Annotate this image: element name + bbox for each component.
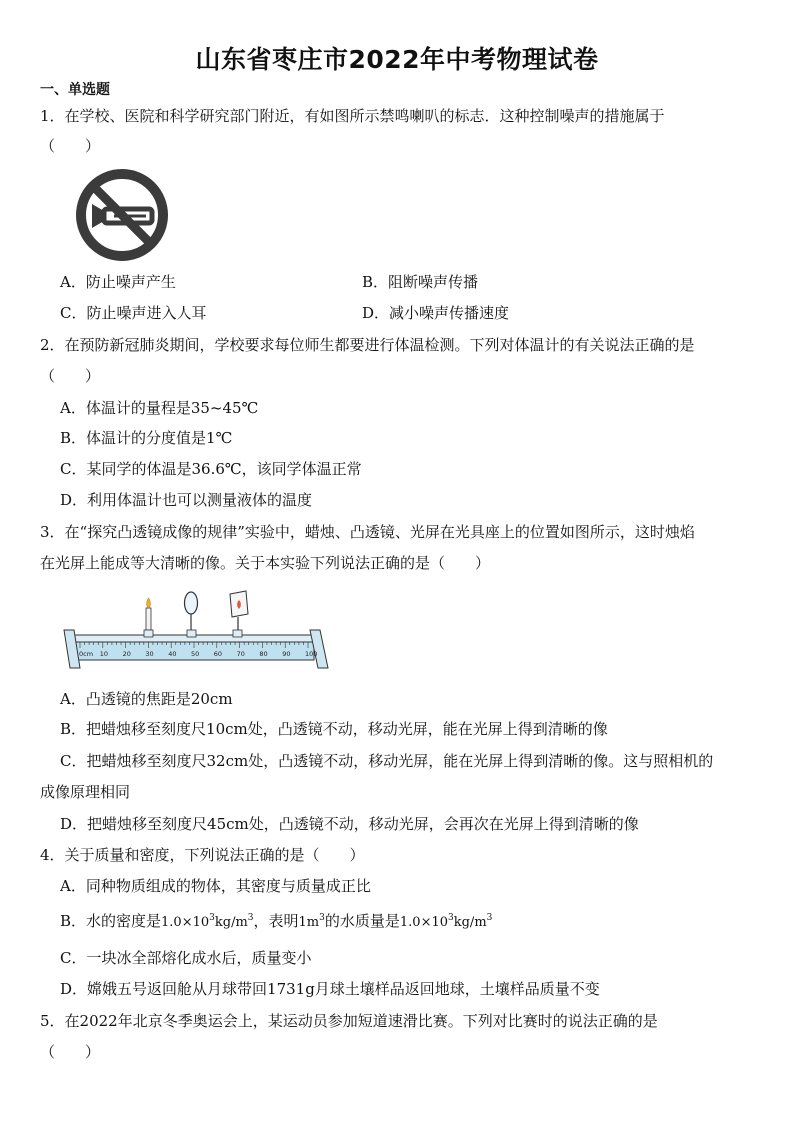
q1-option-a: A．防止噪声产生	[60, 273, 176, 291]
no-horn-sign-icon	[74, 167, 170, 263]
q3-option-c-line1: C．把蜡烛移至刻度尺32cm处，凸透镜不动，移动光屏，能在光屏上得到清晰的像。这与照相机的	[60, 752, 714, 770]
ruler-label: 30	[145, 650, 154, 658]
q2-stem: 2．在预防新冠肺炎期间，学校要求每位师生都要进行体温检测。下列对体温计的有关说法正确的是	[40, 336, 695, 354]
q2-option-b: B．体温计的分度值是1℃	[60, 429, 233, 447]
q1-paren: （ ）	[40, 137, 101, 155]
ruler-label: 90	[282, 650, 291, 658]
q1-option-b: B．阻断噪声传播	[362, 273, 479, 291]
ruler-label: 0cm	[79, 650, 94, 658]
q4-option-a: A．同种物质组成的物体，其密度与质量成正比	[60, 877, 371, 895]
q3-option-c-line2: 成像原理相同	[40, 783, 131, 801]
q3-option-b: B．把蜡烛移至刻度尺10cm处，凸透镜不动，移动光屏，能在光屏上得到清晰的像	[60, 720, 608, 738]
q5-paren: （ ）	[40, 1043, 101, 1061]
q4-option-b: B．水的密度是$1.0\times 10^3kg/m^3$，表明$1m^3$的水质量是$1.0\times 10^3kg/m^3$	[60, 912, 493, 930]
q2-option-a: A．体温计的量程是35~45℃	[60, 399, 259, 417]
q4-option-d: D．嫦娥五号返回舱从月球带回1731g月球土壤样品返回地球，土壤样品质量不变	[60, 980, 600, 998]
q4-option-c: C．一块冰全部熔化成水后，质量变小	[60, 949, 312, 967]
q1-option-c: C．防止噪声进入人耳	[60, 304, 207, 322]
section-heading: 一、单选题	[40, 82, 110, 98]
q1-stem: 1．在学校、医院和科学研究部门附近，有如图所示禁鸣喇叭的标志．这种控制噪声的措施属于	[40, 107, 665, 125]
q3-stem-line2: 在光屏上能成等大清晰的像。关于本实验下列说法正确的是（ ）	[40, 554, 491, 572]
ruler-label: 70	[236, 650, 245, 658]
page-title: 山东省枣庄市2022年中考物理试卷	[195, 45, 599, 74]
ruler-label: 10	[99, 650, 109, 658]
q4-stem: 4．关于质量和密度，下列说法正确的是（ ）	[40, 846, 365, 864]
ruler-label: 50	[191, 650, 200, 658]
q3-stem-line1: 3．在“探究凸透镜成像的规律”实验中，蜡烛、凸透镜、光屏在光具座上的位置如图所示，这时烛焰	[40, 523, 695, 541]
q2-option-d: D．利用体温计也可以测量液体的温度	[60, 491, 313, 509]
q5-stem: 5．在2022年北京冬季奥运会上，某运动员参加短道速滑比赛。下列对比赛时的说法正确的是	[40, 1012, 658, 1030]
ruler-label: 100	[305, 650, 318, 658]
optical-bench-figure	[58, 590, 333, 675]
ruler-label: 60	[213, 650, 223, 658]
q2-paren: （ ）	[40, 367, 101, 385]
q3-option-d: D．把蜡烛移至刻度尺45cm处，凸透镜不动，移动光屏，会再次在光屏上得到清晰的像	[60, 815, 639, 833]
q3-option-a: A．凸透镜的焦距是20cm	[60, 690, 233, 708]
q2-option-c: C．某同学的体温是36.6℃，该同学体温正常	[60, 460, 362, 478]
ruler-label: 80	[259, 650, 268, 658]
ruler-label: 20	[122, 650, 131, 658]
q1-option-d: D．减小噪声传播速度	[362, 304, 510, 322]
ruler-label: 40	[168, 650, 177, 658]
